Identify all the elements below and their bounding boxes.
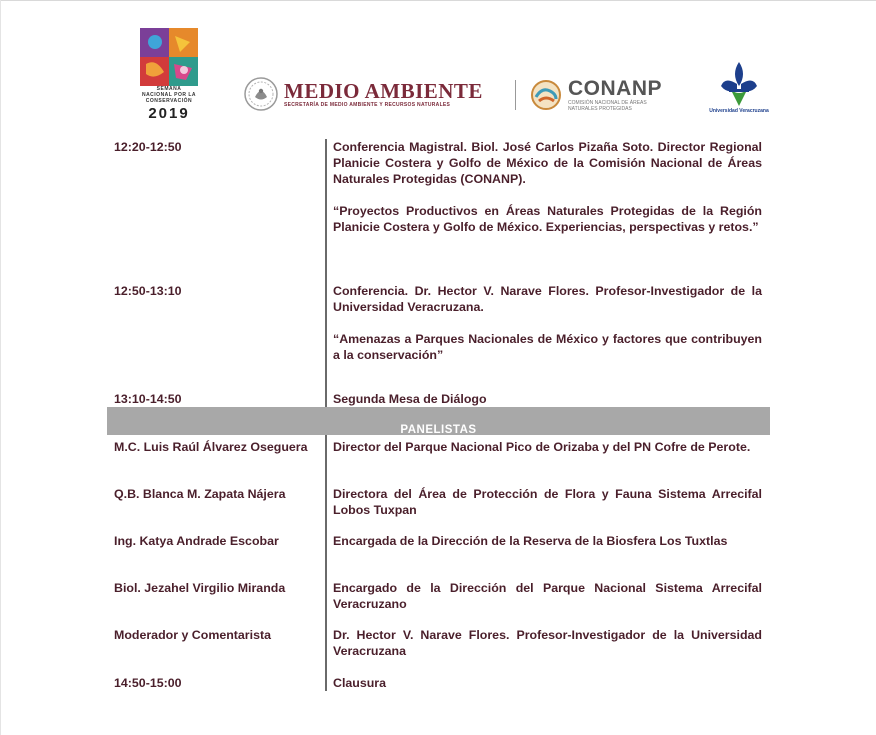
panelist-role: Dr. Hector V. Narave Flores. Profesor-Investigador de la Universidad Veracruzana xyxy=(333,628,762,658)
conanp-emblem-icon xyxy=(530,79,562,111)
panelist-name: Moderador y Comentarista xyxy=(114,628,271,642)
fleur-de-lis-icon xyxy=(719,60,759,108)
conference-magistral-title: “Proyectos Productivos en Áreas Naturales Protegidas de la Región Planicie Costera y Golfo de México. Experiencias, perspectivas y retos.” xyxy=(333,204,762,234)
medio-ambiente-logo xyxy=(244,76,483,112)
panelists-header: PANELISTAS xyxy=(400,424,477,436)
panelist-role: Directora del Área de Protección de Flora y Fauna Sistema Arrecifal Lobos Tuxpan xyxy=(333,487,762,517)
logo-divider xyxy=(515,80,516,110)
conanp-title: CONANP xyxy=(568,77,663,100)
panelist-role: Director del Parque Nacional Pico de Orizaba y del PN Cofre de Perote. xyxy=(333,440,751,454)
conanp-subtitle-2: NATURALES PROTEGIDAS xyxy=(568,106,632,112)
page-border-left xyxy=(0,0,1,735)
program-row-desc xyxy=(333,283,762,363)
page-border-top xyxy=(0,0,876,1)
medio-ambiente-title: MEDIO AMBIENTE xyxy=(284,79,483,103)
panelist-name: Q.B. Blanca M. Zapata Nájera xyxy=(114,487,286,501)
panelist-role: Encargada de la Dirección de la Reserva de la Biosfera Los Tuxtlas xyxy=(333,534,728,548)
time-13-10: 13:10-14:50 xyxy=(114,392,182,406)
segunda-mesa-text: Segunda Mesa de Diálogo xyxy=(333,392,487,406)
panelist-name: M.C. Luis Raúl Álvarez Oseguera xyxy=(114,440,308,454)
semana-nacional-logo xyxy=(136,28,202,122)
panelist-role: Encargado de la Dirección del Parque Nacional Sistema Arrecifal Veracruzano xyxy=(333,581,762,611)
conanp-subtitle-1: COMISIÓN NACIONAL DE ÁREAS xyxy=(568,100,647,106)
conference-magistral-text: Conferencia Magistral. Biol. José Carlos Pizaña Soto. Director Regional Planicie Costera y Golfo de México de la Comisión Nacional de Áreas Naturales Protegidas (CONANP). xyxy=(333,140,762,186)
clausura-text: Clausura xyxy=(333,676,387,690)
conanp-logo xyxy=(530,78,662,112)
semana-year: 2019 xyxy=(148,105,190,122)
time-14-50: 14:50-15:00 xyxy=(114,676,182,690)
time-12-50: 12:50-13:10 xyxy=(114,284,182,298)
panelist-name: Ing. Katya Andrade Escobar xyxy=(114,534,279,548)
uv-name: Universidad Veracruzana xyxy=(709,108,769,114)
semana-artwork-icon xyxy=(140,28,198,86)
conference-title: “Amenazas a Parques Nacionales de México y factores que contribuyen a la conservación” xyxy=(333,332,762,362)
uv-logo xyxy=(704,60,774,114)
medio-ambiente-subtitle: SECRETARÍA DE MEDIO AMBIENTE Y RECURSOS NATURALES xyxy=(284,102,451,108)
conference-text: Conferencia. Dr. Hector V. Narave Flores. Profesor-Investigador de la Universidad Veracruzana. xyxy=(333,284,762,314)
semana-line-3: CONSERVACIÓN xyxy=(145,98,193,104)
semana-line-1: SEMANA xyxy=(156,86,182,92)
mexico-seal-icon xyxy=(244,77,278,111)
program-row-desc xyxy=(333,139,762,235)
panelist-name: Biol. Jezahel Virgilio Miranda xyxy=(114,581,286,595)
semana-line-2: NACIONAL POR LA xyxy=(141,92,197,98)
time-12-20: 12:20-12:50 xyxy=(114,140,182,154)
